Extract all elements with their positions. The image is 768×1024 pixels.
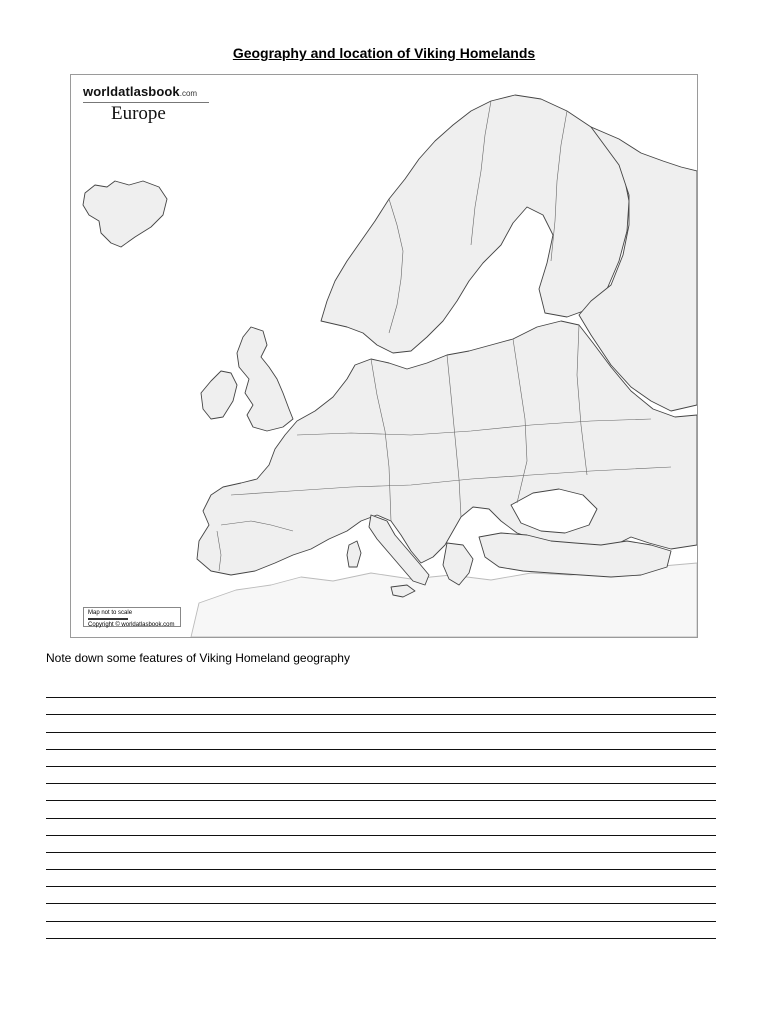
map-region-title: Europe: [111, 103, 166, 124]
notes-prompt: Note down some features of Viking Homeland geography: [46, 651, 350, 665]
answer-line[interactable]: [46, 870, 716, 887]
brand-suffix: .com: [179, 89, 198, 98]
ireland-land: [201, 371, 237, 419]
answer-line[interactable]: [46, 922, 716, 939]
answer-line[interactable]: [46, 784, 716, 801]
answer-line[interactable]: [46, 681, 716, 698]
great-britain-land: [237, 327, 293, 431]
scale-bar: [88, 618, 128, 620]
answer-line[interactable]: [46, 698, 716, 715]
copyright-text: Copyright © worldatlasbook.com: [88, 622, 175, 628]
sardinia-land: [347, 541, 361, 567]
answer-line[interactable]: [46, 750, 716, 767]
answer-line[interactable]: [46, 767, 716, 784]
answer-line[interactable]: [46, 836, 716, 853]
answer-line[interactable]: [46, 887, 716, 904]
answer-line[interactable]: [46, 853, 716, 870]
worldatlasbook-logo: [83, 83, 209, 103]
answer-line[interactable]: [46, 819, 716, 836]
map-scale-note: [83, 607, 181, 627]
answer-line[interactable]: [46, 715, 716, 732]
answer-line[interactable]: [46, 733, 716, 750]
scale-note-text: Map not to scale: [88, 610, 133, 616]
europe-map-drawing: [71, 75, 697, 637]
answer-lines[interactable]: [46, 681, 716, 939]
answer-line[interactable]: [46, 801, 716, 818]
europe-map: [70, 74, 698, 638]
worksheet-title: Geography and location of Viking Homelands: [232, 45, 536, 61]
brand-name: worldatlasbook: [83, 84, 180, 99]
iceland-land: [83, 181, 167, 247]
answer-line[interactable]: [46, 904, 716, 921]
